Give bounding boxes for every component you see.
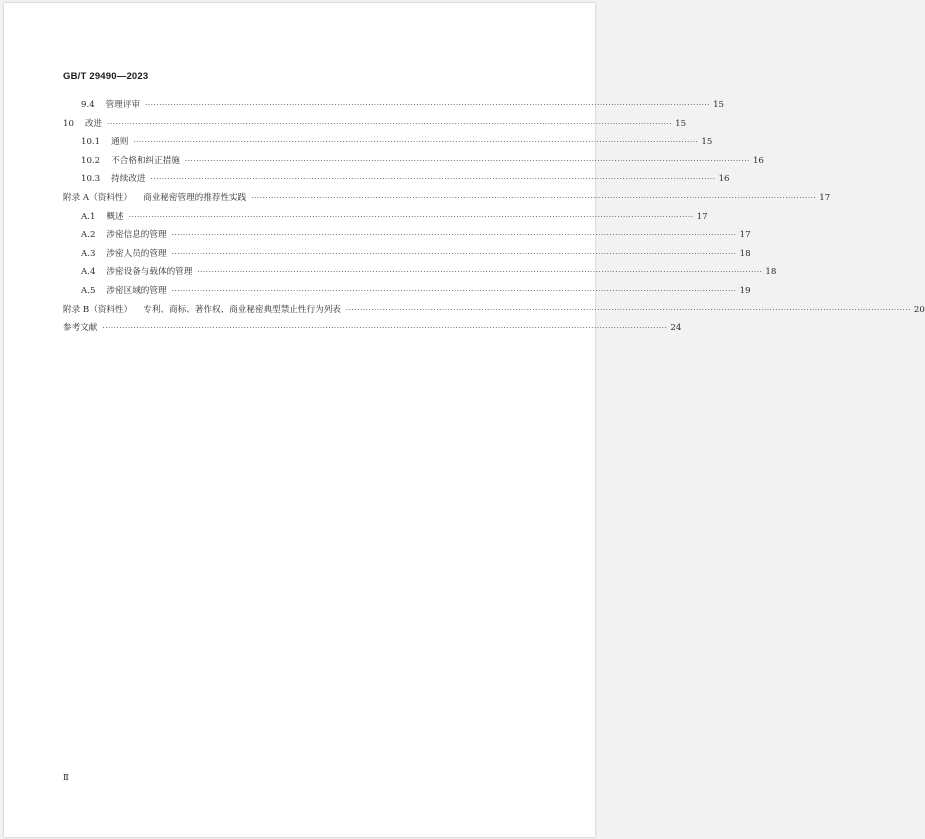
toc-entry bbox=[81, 248, 751, 260]
toc-entry-number: 10.1 bbox=[81, 137, 101, 148]
toc-dot-leader: ········································································································································································································ bbox=[133, 138, 699, 147]
toc-entry-number: 10 bbox=[63, 118, 74, 129]
toc-entry-number: 10.2 bbox=[81, 155, 101, 166]
toc-entry-title: 持续改进 bbox=[111, 174, 146, 185]
document-page bbox=[4, 3, 925, 837]
toc-dot-leader: ········································································································································································································ bbox=[171, 249, 737, 258]
toc-entry-number: 附录 B（资料性） bbox=[63, 304, 133, 315]
toc-entry-page: 24 bbox=[670, 323, 682, 334]
toc-entry-number: A.1 bbox=[81, 211, 96, 222]
toc-entry-number: 附录 A（资料性） bbox=[63, 193, 133, 203]
toc-entry-page: 16 bbox=[718, 174, 730, 185]
toc-dot-leader: ········································································································································································································ bbox=[171, 287, 737, 295]
toc-entry-page: 20 bbox=[913, 304, 925, 315]
toc-entry-page: 15 bbox=[713, 100, 725, 110]
toc-entry-title: 涉密信息的管理 bbox=[106, 230, 167, 241]
toc-entry-title: 改进 bbox=[84, 118, 103, 129]
toc-entry-title: 参考文献 bbox=[63, 323, 98, 334]
toc-entry-number: 10.3 bbox=[81, 174, 101, 185]
toc-entry-page: 17 bbox=[696, 211, 708, 222]
toc-entry-page: 15 bbox=[701, 137, 713, 148]
toc-entry-page: 15 bbox=[675, 118, 687, 129]
toc-entry-title: 涉密人员的管理 bbox=[106, 248, 167, 259]
toc-entry-number: 9.4 bbox=[81, 100, 95, 110]
toc-dot-leader: ········································································································································································································ bbox=[345, 305, 911, 314]
standard-number: GB/T 29490—2023 bbox=[63, 71, 149, 82]
toc-entry bbox=[81, 211, 708, 223]
page-number: Ⅱ bbox=[63, 773, 69, 783]
toc-entry-number: A.5 bbox=[81, 286, 96, 296]
toc-dot-leader: ········································································································································································································ bbox=[145, 101, 711, 109]
toc-entry bbox=[81, 173, 730, 185]
toc-entry bbox=[81, 136, 713, 148]
toc-entry-page: 18 bbox=[765, 267, 777, 278]
toc-dot-leader: ········································································································································································································ bbox=[102, 324, 668, 333]
toc-entry-title: 管理评审 bbox=[105, 100, 141, 110]
toc-entry-title: 概述 bbox=[106, 211, 124, 222]
toc-entry bbox=[81, 229, 751, 241]
toc-entry bbox=[81, 285, 751, 297]
toc-entry-title: 商业秘密管理的推荐性实践 bbox=[143, 193, 247, 203]
toc-entry bbox=[63, 304, 925, 316]
toc-entry-number: A.4 bbox=[81, 267, 96, 278]
toc-entry bbox=[63, 192, 831, 204]
toc-entry-title: 涉密区域的管理 bbox=[106, 286, 167, 296]
toc-entry bbox=[81, 99, 725, 111]
toc-dot-leader: ········································································································································································································ bbox=[171, 231, 737, 240]
toc-entry-page: 17 bbox=[819, 193, 831, 203]
toc-entry-number: A.2 bbox=[81, 230, 96, 241]
toc-dot-leader: ········································································································································································································ bbox=[251, 194, 817, 202]
toc-entry-title: 专利、商标、著作权、商业秘密典型禁止性行为列表 bbox=[143, 304, 341, 315]
toc-entry-page: 19 bbox=[739, 286, 751, 296]
toc-entry-title: 通则 bbox=[111, 137, 129, 148]
toc-dot-leader: ········································································································································································································ bbox=[128, 212, 694, 221]
toc-entry-page: 17 bbox=[739, 230, 751, 241]
toc-entry bbox=[63, 118, 687, 130]
toc-dot-leader: ········································································································································································································ bbox=[184, 156, 750, 165]
toc-entry bbox=[81, 155, 764, 167]
toc-entry-page: 18 bbox=[739, 248, 751, 259]
toc-dot-leader: ········································································································································································································ bbox=[107, 119, 673, 128]
toc-entry bbox=[63, 322, 682, 334]
toc-dot-leader: ········································································································································································································ bbox=[150, 175, 716, 184]
toc-entry-page: 16 bbox=[752, 155, 764, 166]
toc-entry bbox=[81, 266, 777, 278]
toc-dot-leader: ········································································································································································································ bbox=[197, 268, 763, 277]
toc-entry-title: 涉密设备与载体的管理 bbox=[106, 267, 193, 278]
table-of-contents bbox=[4, 3, 925, 837]
toc-entry-title: 不合格和纠正措施 bbox=[111, 155, 180, 166]
toc-entry-number: A.3 bbox=[81, 248, 96, 259]
